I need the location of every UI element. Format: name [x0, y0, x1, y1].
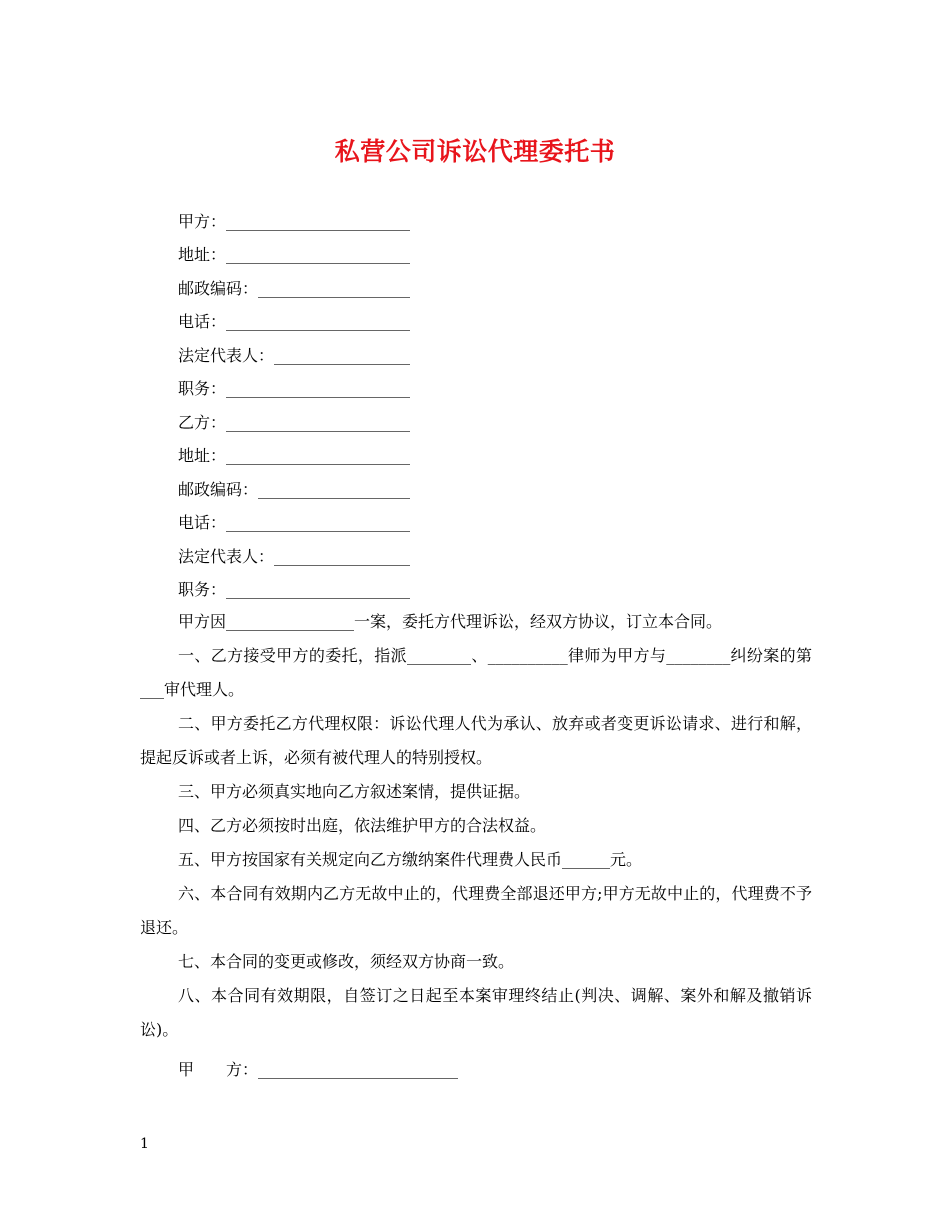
party-a-phone-field [178, 312, 410, 332]
party-b-address-blank: _______________________ [226, 446, 411, 465]
party-b-address-field [178, 446, 410, 466]
party-b-legal-rep-blank: _________________ [274, 547, 411, 566]
party-a-legal-rep-blank: _________________ [274, 346, 411, 365]
party-a-address-blank: _______________________ [226, 245, 411, 264]
party-b-legal-rep-label: 法定代表人： [178, 547, 275, 566]
party-a-legal-rep-label: 法定代表人： [178, 346, 275, 365]
contract-body [140, 605, 812, 1047]
party-b-legal-rep-field [178, 547, 410, 567]
party-a-address-label: 地址： [178, 245, 227, 264]
paragraph-clause-8: 八、本合同有效期限，自签订之日起至本案审理终结止(判决、调解、案外和解及撤销诉讼)。 [140, 986, 812, 1039]
party-a-address-field [178, 245, 410, 265]
party-b-position-field [178, 580, 410, 600]
party-a-name-field [178, 212, 410, 232]
party-a-legal-rep-field [178, 346, 410, 366]
paragraph-clause-2: 二、甲方委托乙方代理权限：诉讼代理人代为承认、放弃或者变更诉讼请求、进行和解，提起反诉或者上诉，必须有被代理人的特别授权。 [140, 714, 812, 767]
document-title: 私营公司诉讼代理委托书 [334, 137, 616, 166]
paragraph-clause-3: 三、甲方必须真实地向乙方叙述案情，提供证据。 [178, 782, 531, 801]
party-b-position-blank: _______________________ [226, 580, 411, 599]
paragraph-intro: 甲方因________________一案，委托方代理诉讼，经双方协议，订立本合同。 [178, 612, 723, 631]
party-b-phone-label: 电话： [178, 513, 227, 532]
signature-blank: _________________________ [258, 1060, 459, 1079]
party-b-phone-blank: _______________________ [226, 513, 411, 532]
party-b-postcode-blank: ___________________ [258, 480, 411, 499]
paragraph-clause-5: 五、甲方按国家有关规定向乙方缴纳案件代理费人民币______元。 [178, 850, 643, 869]
party-a-postcode-label: 邮政编码： [178, 279, 259, 298]
signature-label: 甲 方： [178, 1060, 259, 1079]
paragraph-clause-6: 六、本合同有效期内乙方无故中止的，代理费全部退还甲方;甲方无故中止的，代理费不予退还。 [140, 884, 812, 937]
party-a-position-field [178, 379, 410, 399]
party-b-name-blank: _______________________ [226, 413, 411, 432]
party-b-phone-field [178, 513, 410, 533]
paragraph-clause-1: 一、乙方接受甲方的委托，指派________、__________律师为甲方与________纠纷案的第___审代理人。 [140, 646, 812, 699]
party-a-position-label: 职务： [178, 379, 227, 398]
party-a-phone-label: 电话： [178, 312, 227, 331]
party-a-postcode-field [178, 279, 410, 299]
party-b-postcode-label: 邮政编码： [178, 480, 259, 499]
page-number: 1 [140, 1136, 149, 1152]
party-a-name-label: 甲方： [178, 212, 227, 231]
paragraph-clause-7: 七、本合同的变更或修改，须经双方协商一致。 [178, 952, 515, 971]
party-a-position-blank: _______________________ [226, 379, 411, 398]
party-b-postcode-field [178, 480, 410, 500]
party-b-address-label: 地址： [178, 446, 227, 465]
party-b-position-label: 职务： [178, 580, 227, 599]
party-a-signature-field [178, 1060, 458, 1080]
party-b-name-field [178, 413, 410, 433]
party-a-name-blank: _______________________ [226, 212, 411, 231]
party-b-name-label: 乙方： [178, 413, 227, 432]
paragraph-clause-4: 四、乙方必须按时出庭，依法维护甲方的合法权益。 [178, 816, 547, 835]
party-a-phone-blank: _______________________ [226, 312, 411, 331]
party-a-postcode-blank: ___________________ [258, 279, 411, 298]
